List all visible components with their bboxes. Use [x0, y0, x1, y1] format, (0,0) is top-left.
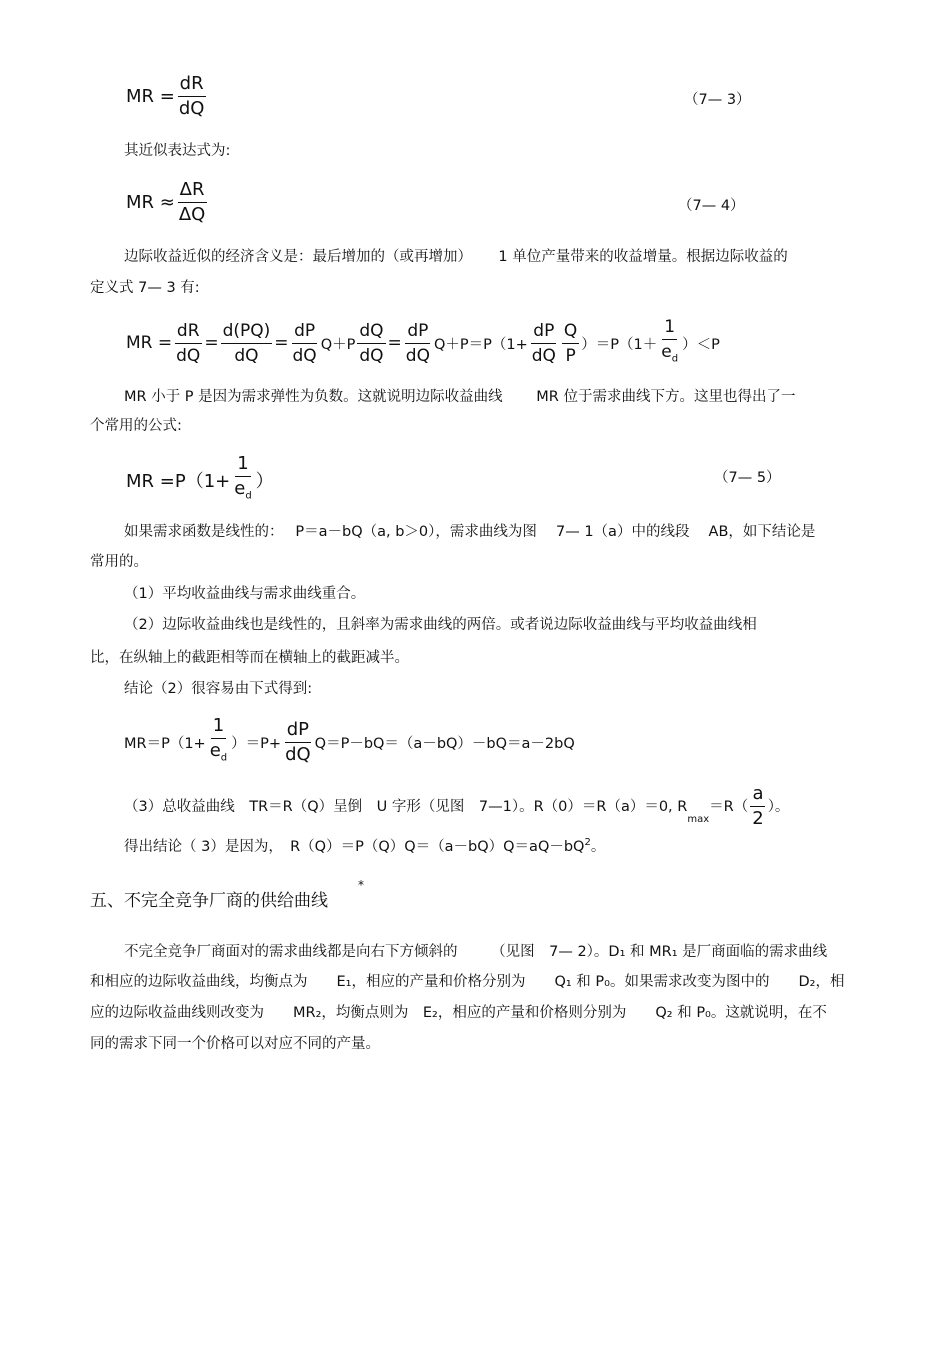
eq-part: = [387, 333, 402, 354]
numerator: d(PQ) [221, 321, 273, 344]
eq-part: = [204, 333, 219, 354]
fraction [404, 321, 432, 366]
eq-lhs: MR = [126, 86, 175, 107]
numerator: dP [292, 321, 317, 344]
eq-lhs: MR =P（1+ [126, 471, 231, 493]
fraction [283, 720, 313, 765]
fraction [174, 321, 202, 366]
paragraph-line: 常用的。 [90, 554, 148, 570]
eq-rhs: ） [255, 471, 274, 493]
fraction [177, 74, 207, 119]
numerator: dP [405, 321, 430, 344]
denominator: P [565, 345, 576, 366]
eq-part: Q＋P＝P（1+ [433, 336, 528, 353]
numerator: 1 [662, 317, 677, 340]
fraction [291, 321, 319, 366]
denominator-base: e [661, 342, 672, 362]
fraction [562, 321, 579, 366]
denominator: dQ [176, 345, 201, 366]
numerator: dR [178, 74, 206, 97]
equation-conclusion-2 [124, 716, 575, 769]
paragraph-line: MR 小于 P 是因为需求弹性为负数。这就说明边际收益曲线 MR 位于需求曲线下方。这里也得出了一 [124, 389, 796, 405]
fraction [357, 321, 385, 366]
paragraph-line: 同的需求下同一个价格可以对应不同的产量。 [90, 1036, 380, 1052]
eq-part: ）＜P [682, 336, 720, 353]
paragraph-line: 和相应的边际收益曲线，均衡点为 E₁，相应的产量和价格分别为 Q₁ 和 P₀。如果需求改变为图中的 D₂，相 [90, 974, 845, 990]
paragraph-line: 不完全竞争厂商面对的需求曲线都是向右下方倾斜的 （见图 7— 2）。D₁ 和 MR₁ 是厂商面临的需求曲线 [124, 944, 828, 960]
paragraph-line: 定义式 7— 3 有: [90, 280, 200, 296]
denominator: ΔQ [178, 204, 206, 225]
subscript: d [245, 490, 252, 502]
section-heading: 五、不完全竞争厂商的供给曲线 [90, 891, 328, 911]
eq-lhs: MR ≈ [126, 192, 175, 213]
denominator [208, 739, 229, 769]
equation-7-3 [126, 74, 208, 119]
fraction [530, 321, 558, 366]
eq-part: ）＝P（1＋ [581, 336, 658, 353]
reason-end: 。 [590, 838, 606, 855]
denominator: dQ [178, 98, 205, 119]
eq-part: Q＋P [320, 336, 356, 353]
numerator: dP [285, 720, 311, 743]
heading-mark: * [358, 878, 364, 892]
fraction [177, 180, 207, 225]
eq-part: （3）总收益曲线 TR＝R（Q）呈倒 U 字形（见图 7—1）。R（0）＝R（a）＝0, R [124, 798, 688, 815]
eq-part: = [274, 333, 289, 354]
eq-part: ）。 [767, 798, 790, 815]
numerator: 1 [235, 454, 250, 477]
denominator [659, 340, 680, 369]
denominator: 2 [752, 808, 764, 829]
equation-7-4 [126, 180, 209, 225]
fraction [208, 716, 229, 769]
conclusion-2-line: 比，在纵轴上的截距相等而在横轴上的截距减半。 [90, 650, 409, 666]
fraction [221, 321, 273, 366]
eq-part: Q＝P－bQ＝（a－bQ）－bQ＝a－2bQ [314, 735, 575, 752]
conclusion-3 [124, 784, 789, 829]
equation-tag: （7— 5） [714, 470, 781, 486]
equation-tag: （7— 4） [678, 198, 745, 214]
fraction [659, 317, 680, 369]
numerator: Q [562, 321, 579, 344]
equation-7-5 [126, 454, 274, 507]
equation-tag: （7— 3） [684, 92, 751, 108]
numerator: ΔR [178, 180, 207, 203]
reason-text: 得出结论（ 3）是因为， R（Q）＝P（Q）Q＝（a－bQ）Q＝aQ－bQ [124, 838, 585, 855]
denominator-base: e [234, 478, 246, 499]
conclusion-3-reason [124, 834, 605, 856]
fraction [232, 454, 253, 507]
paragraph-line: 个常用的公式: [90, 418, 182, 434]
numerator: a [750, 784, 765, 807]
denominator: dQ [234, 345, 259, 366]
denominator [232, 477, 253, 507]
eq-part: ＝R（ [709, 798, 749, 815]
subscript: max [687, 814, 710, 825]
denominator: dQ [531, 345, 556, 366]
denominator: dQ [405, 345, 430, 366]
eq-part: MR＝P（1+ [124, 735, 206, 752]
denominator-base: e [209, 740, 221, 761]
fraction [750, 784, 765, 829]
equation-mr-derivation [126, 317, 720, 369]
denominator: dQ [292, 345, 317, 366]
paragraph-line: 如果需求函数是线性的： P＝a－bQ（a, b＞0），需求曲线为图 7— 1（a）中的线段 AB，如下结论是 [124, 524, 816, 540]
conclusion-1: （1）平均收益曲线与需求曲线重合。 [124, 586, 366, 602]
denominator: dQ [359, 345, 384, 366]
eq-part: MR = [126, 333, 173, 354]
subscript: d [220, 752, 228, 764]
superscript: 2 [584, 837, 591, 848]
paragraph-line: 边际收益近似的经济含义是：最后增加的（或再增加） 1 单位产量带来的收益增量。根据边际收益的 [124, 249, 788, 265]
numerator: 1 [211, 716, 226, 739]
eq-part: ）＝P+ [231, 735, 282, 752]
conclusion-2-line: （2）边际收益曲线也是线性的，且斜率为需求曲线的两倍。或者说边际收益曲线与平均收益曲线相 [124, 617, 757, 633]
subscript: d [671, 353, 679, 365]
paragraph-line: 结论（2）很容易由下式得到: [124, 681, 313, 697]
numerator: dR [175, 321, 202, 344]
denominator: dQ [285, 743, 311, 765]
paragraph-line: 应的边际收益曲线则改变为 MR₂，均衡点则为 E₂，相应的产量和价格则分别为 Q₂ 和 P₀。这就说明，在不 [90, 1005, 827, 1021]
paragraph: 其近似表达式为: [124, 143, 231, 159]
numerator: dQ [357, 321, 385, 344]
numerator: dP [531, 321, 556, 344]
